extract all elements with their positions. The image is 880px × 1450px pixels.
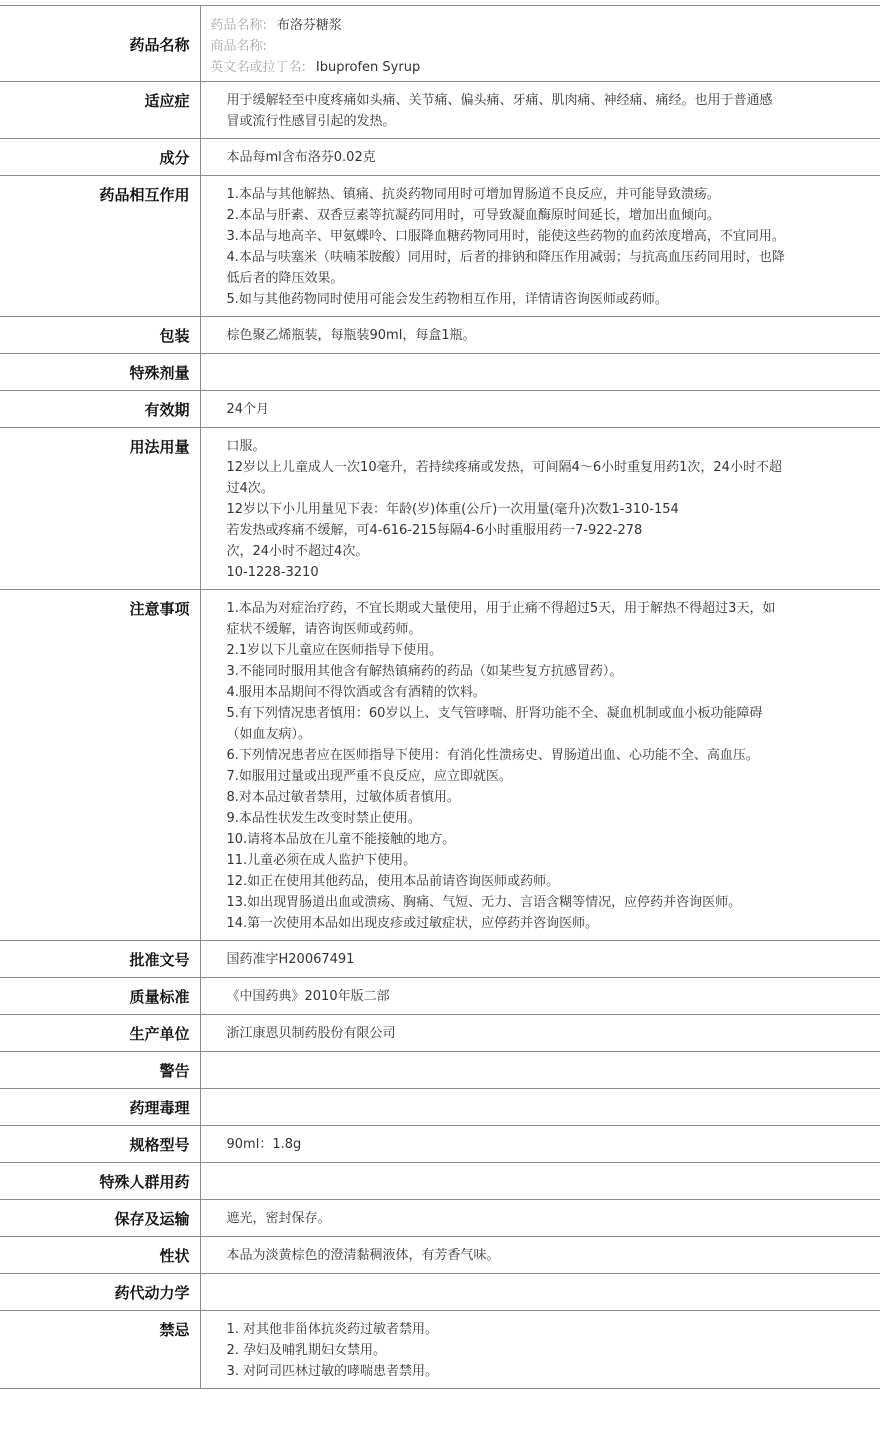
row-value	[200, 317, 880, 354]
row-value	[200, 1274, 880, 1311]
trade-name-line	[211, 36, 786, 57]
spec-row	[0, 590, 880, 941]
spec-row	[0, 941, 880, 978]
row-value	[200, 1089, 880, 1126]
drug-name-values	[200, 6, 880, 82]
row-value-line: 24个月	[226, 402, 270, 417]
drug-info-table	[0, 5, 880, 1389]
spec-row	[0, 428, 880, 590]
row-value-line: 4.服用本品期间不得饮酒或含有酒精的饮料。	[226, 685, 486, 700]
row-value-line: 10-1228-3210	[226, 565, 319, 580]
row-label: 注意事项	[0, 590, 200, 941]
row-value-line: 5.如与其他药物同时使用可能会发生药物相互作用，详情请咨询医师或药师。	[226, 292, 668, 307]
row-label: 药理毒理	[0, 1089, 200, 1126]
row-value-line: 6.下列情况患者应在医师指导下使用：有消化性溃疡史、胃肠道出血、心功能不全、高血压。	[226, 748, 759, 763]
row-value	[200, 139, 880, 176]
row-value-line: 1.本品为对症治疗药，不宜长期或大量使用，用于止痛不得超过5天，用于解热不得超过3天，如症状不缓解，请咨询医师或药师。	[226, 601, 776, 637]
row-value-line: 11.儿童必须在成人监护下使用。	[226, 853, 417, 868]
row-value	[200, 428, 880, 590]
spec-row	[0, 391, 880, 428]
row-value	[200, 82, 880, 139]
row-label: 成分	[0, 139, 200, 176]
row-value-line: 浙江康恩贝制药股份有限公司	[226, 1026, 396, 1041]
row-value	[200, 1311, 880, 1389]
row-value	[200, 1052, 880, 1089]
row-value-line: 90ml：1.8g	[226, 1137, 302, 1152]
row-value	[200, 590, 880, 941]
generic-name-value: 布洛芬糖浆	[276, 18, 342, 33]
row-value	[200, 1126, 880, 1163]
row-value-line: 国药准字H20067491	[226, 952, 355, 967]
row-value	[200, 354, 880, 391]
row-value	[200, 978, 880, 1015]
row-value-line: 1. 对其他非甾体抗炎药过敏者禁用。	[226, 1322, 439, 1337]
drug-info-table-body	[0, 6, 880, 1389]
drug-name-row	[0, 6, 880, 82]
trade-name-key: 商品名称:	[210, 39, 267, 54]
row-value-line: 7.如服用过量或出现严重不良反应，应立即就医。	[226, 769, 512, 784]
row-value-line: 次，24小时不超过4次。	[226, 544, 369, 559]
row-label: 规格型号	[0, 1126, 200, 1163]
row-label: 质量标准	[0, 978, 200, 1015]
row-value-line: 10.请将本品放在儿童不能接触的地方。	[226, 832, 456, 847]
spec-row	[0, 1237, 880, 1274]
row-label: 药品相互作用	[0, 176, 200, 317]
row-value-line: 本品为淡黄棕色的澄清黏稠液体，有芳香气味。	[226, 1248, 500, 1263]
row-label: 批准文号	[0, 941, 200, 978]
row-value-line: 14.第一次使用本品如出现皮疹或过敏症状，应停药并咨询医师。	[226, 916, 599, 931]
row-value	[200, 1237, 880, 1274]
row-value-line: 《中国药典》2010年版二部	[226, 989, 390, 1004]
row-value-line: 8.对本品过敏者禁用，过敏体质者慎用。	[226, 790, 460, 805]
row-label: 药代动力学	[0, 1274, 200, 1311]
spec-row	[0, 1089, 880, 1126]
row-value-line: 12岁以上儿童成人一次10毫升，若持续疼痛或发热，可间隔4～6小时重复用药1次，24小时不超过4次。	[226, 460, 782, 496]
row-label: 包装	[0, 317, 200, 354]
row-value-line: 2. 孕妇及哺乳期妇女禁用。	[226, 1343, 387, 1358]
english-name-value: Ibuprofen Syrup	[315, 60, 421, 75]
spec-row	[0, 354, 880, 391]
row-value-line: 1.本品与其他解热、镇痛、抗炎药物同用时可增加胃肠道不良反应，并可能导致溃疡。	[226, 187, 720, 202]
row-label: 用法用量	[0, 428, 200, 590]
spec-row	[0, 978, 880, 1015]
row-label: 生产单位	[0, 1015, 200, 1052]
row-value-line: 棕色聚乙烯瓶装，每瓶装90ml，每盒1瓶。	[226, 328, 476, 343]
spec-row	[0, 1200, 880, 1237]
row-value-line: 用于缓解轻至中度疼痛如头痛、关节痛、偏头痛、牙痛、肌肉痛、神经痛、痛经。也用于普通感冒或流行性感冒引起的发热。	[226, 93, 773, 129]
row-label: 适应症	[0, 82, 200, 139]
generic-name-key: 药品名称:	[210, 18, 267, 33]
row-value	[200, 391, 880, 428]
row-label-drug-name: 药品名称	[0, 6, 200, 82]
english-name-key: 英文名或拉丁名:	[210, 60, 306, 75]
spec-row	[0, 176, 880, 317]
row-value	[200, 1163, 880, 1200]
row-value-line: 若发热或疼痛不缓解，可4-616-215每隔4-6小时重服用药一7-922-278	[226, 523, 643, 538]
row-value-line: 3. 对阿司匹林过敏的哮喘患者禁用。	[226, 1364, 439, 1379]
spec-row	[0, 1015, 880, 1052]
row-value-line: 12岁以下小儿用量见下表：年龄(岁)体重(公斤)一次用量(毫升)次数1-310-154	[226, 502, 679, 517]
spec-row	[0, 82, 880, 139]
spec-row	[0, 1311, 880, 1389]
english-name-line	[211, 57, 786, 78]
row-value-line: 12.如正在使用其他药品，使用本品前请咨询医师或药师。	[226, 874, 560, 889]
spec-row	[0, 1126, 880, 1163]
spec-row	[0, 139, 880, 176]
row-label: 警告	[0, 1052, 200, 1089]
row-label: 特殊人群用药	[0, 1163, 200, 1200]
spec-row	[0, 1052, 880, 1089]
row-value-line: 本品每ml含布洛芬0.02克	[226, 150, 376, 165]
row-value	[200, 1200, 880, 1237]
row-label: 性状	[0, 1237, 200, 1274]
row-label: 有效期	[0, 391, 200, 428]
row-value-line: 13.如出现胃肠道出血或溃疡、胸痛、气短、无力、言语含糊等情况，应停药并咨询医师。	[226, 895, 742, 910]
row-value-line: 5.有下列情况患者慎用：60岁以上、支气管哮喘、肝肾功能不全、凝血机制或血小板功能障碍（如血友病）。	[226, 706, 763, 742]
spec-row	[0, 317, 880, 354]
row-label: 禁忌	[0, 1311, 200, 1389]
row-value-line: 9.本品性状发生改变时禁止使用。	[226, 811, 421, 826]
spec-row	[0, 1274, 880, 1311]
row-value	[200, 941, 880, 978]
spec-row	[0, 1163, 880, 1200]
row-label: 保存及运输	[0, 1200, 200, 1237]
row-value-line: 遮光，密封保存。	[226, 1211, 331, 1226]
row-value-line: 3.不能同时服用其他含有解热镇痛药的药品（如某些复方抗感冒药）。	[226, 664, 623, 679]
row-value-line: 2.1岁以下儿童应在医师指导下使用。	[226, 643, 443, 658]
row-value	[200, 176, 880, 317]
row-value-line: 4.本品与呋塞米（呋喃苯胺酸）同用时，后者的排钠和降压作用减弱；与抗高血压药同用时，也降低后者的降压效果。	[226, 250, 785, 286]
row-value-line: 2.本品与肝素、双香豆素等抗凝药同用时，可导致凝血酶原时间延长，增加出血倾向。	[226, 208, 720, 223]
row-label: 特殊剂量	[0, 354, 200, 391]
row-value-line: 3.本品与地高辛、甲氨蝶呤、口服降血糖药物同用时，能使这些药物的血药浓度增高，不宜同用。	[226, 229, 785, 244]
generic-name-line	[211, 15, 786, 36]
row-value	[200, 1015, 880, 1052]
row-value-line: 口服。	[226, 439, 266, 454]
